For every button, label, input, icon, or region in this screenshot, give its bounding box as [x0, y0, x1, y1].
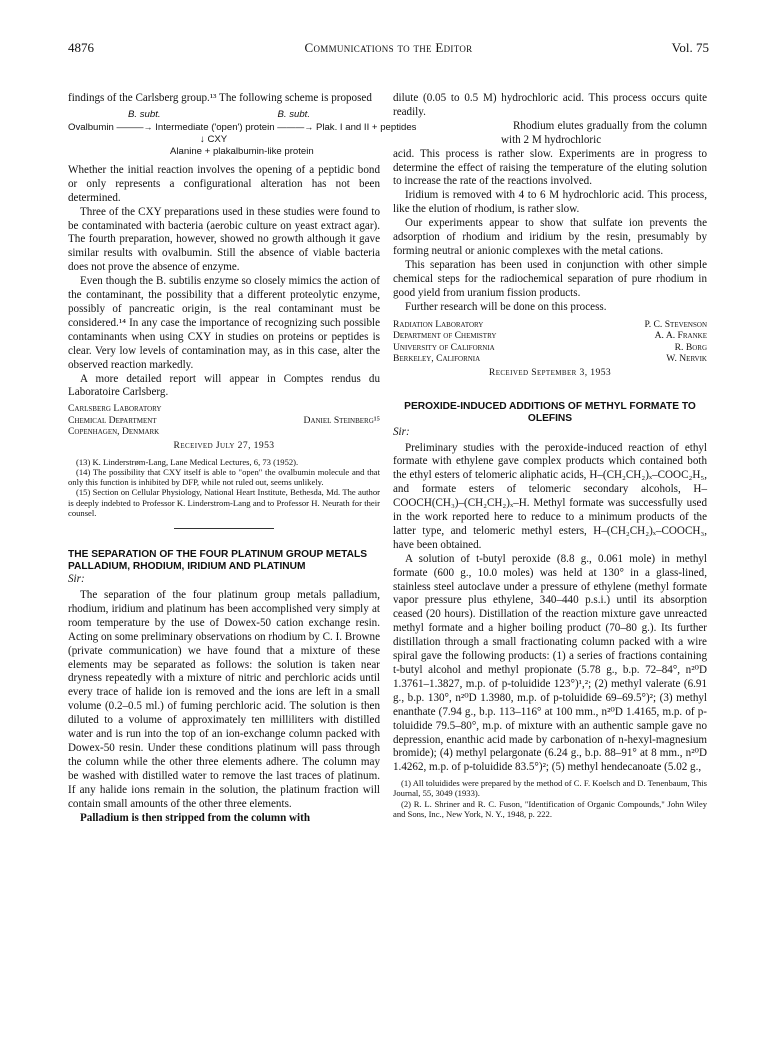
- paragraph: A more detailed report will appear in Comptes rendus du Laboratoire Carlsberg.: [68, 372, 380, 399]
- paragraph: findings of the Carlsberg group.¹³ The following scheme is proposed: [68, 92, 372, 104]
- right-column: [393, 92, 707, 819]
- affiliation-line: Department of Chemistry: [393, 330, 497, 341]
- affiliation-line: University of California: [393, 341, 495, 353]
- received-date: Received July 27, 1953: [173, 439, 275, 451]
- arrow: ———→: [116, 121, 153, 132]
- paragraph: Palladium is then stripped from the column with: [80, 811, 311, 824]
- paragraph: Preliminary studies with the peroxide-induced reaction of ethyl formate with ethylene gave complex products which contained both the ethyl esters of telomeric aliphatic acids, H–(CH₂CH₂)ₓ–COOC₂H₅, and formate esters of telomeric secondary alcohols, H–COOCH(CH₃)–(CH₂CH₂)ₓ–H. Methyl formate was successfully used in the work reported here to reduce to a minimum products of the latter type, and telomeric methyl esters, H–(CH₂CH₂)ₓ–COOCH₃, have been obtained.: [393, 441, 707, 551]
- paragraph: This separation has been used in conjunction with other simple chemical steps for the radiochemical separation of pure rhodium in good yield from uranium fission products.: [393, 258, 707, 299]
- signature-block: [68, 403, 380, 438]
- affiliation-line: Copenhagen, Denmark: [68, 426, 160, 438]
- author-name: R. Borg: [674, 341, 707, 353]
- scheme-start: Ovalbumin: [68, 121, 114, 133]
- running-header: [68, 40, 709, 60]
- author-name: P. C. Stevenson: [644, 318, 707, 330]
- paragraph: Even though the B. subtilis enzyme so closely mimics the action of the contaminant, the possibility that a different proteolytic enzyme, possibly of pancreatic origin, is the real contaminant must be considered.¹⁴ In any case the importance of recognizing such possible contaminants when using CXY in studies on proteins or peptides is clear. Very low levels of contamination may, as in this case, alter the observed reaction markedly.: [68, 275, 380, 371]
- salutation: Sir:: [68, 573, 85, 586]
- page-number: 4876: [68, 40, 94, 55]
- reaction-scheme: [68, 108, 417, 158]
- scheme-end: Plak. I and II + peptides: [315, 121, 417, 133]
- paragraph: Further research will be done on this process.: [405, 300, 607, 313]
- paragraph: dilute (0.05 to 0.5 M) hydrochloric acid. This process occurs quite readily.: [393, 92, 707, 118]
- paragraph: Our experiments appear to show that sulfate ion prevents the adsorption of rhodium and iridium by the resin, presumably by forming neutral or anionic complexes with the metal cations.: [393, 217, 707, 257]
- article-title: PEROXIDE-INDUCED ADDITIONS OF METHYL FORMATE TO OLEFINS: [404, 401, 696, 424]
- footnote: (14) The possibility that CXY itself is able to "open" the ovalbumin molecule and that only this function is inhibited by DFP, while not ruled out, seems unlikely.: [68, 466, 380, 488]
- paragraph: A solution of t-butyl peroxide (8.8 g., 0.061 mole) in methyl formate (600 g., 10.0 moles) was held at 130° in a glass-lined, stainless steel autoclave under a pressure of ethylene (methyl formate vapor pressure plus ethylene, 340–440 p.s.i.) until its absorption ceased (20 hours). Distillation of the reaction mixture gave unreacted methyl formate and a higher boiling product (70–80 g.). Its further distillation through a small fractionating column packed with a wire spiral gave the following products: (1) a series of fractions containing t-butyl alcohol and methyl propionate (5.78 g., b.p. 72–84°, n²⁰D 1.3761–1.3827, m.p. of p-toluidide 123°)¹,²; (2) methyl valerate (6.91 g., b.p. 130°, n²⁰D 1.3980, m.p. of p-toluidide 69–69.5°)²; (3) methyl enanthate (7.94 g., b.p. 113–116° at 100 mm., n²⁰D 1.4165, m.p. of p-toluidide 79.5–80°, m.p. of mixture with an authentic sample gave no depression, enanthic acid made by carbonation of n-hexyl-magnesium bromide); (4) methyl pelargonate (6.24 g., b.p. 88–91° at 8 mm., n²⁰D 1.4262, m.p. of p-toluidide 83.5°)²; (5) methyl hendecanoate (5.02 g.,: [393, 552, 707, 774]
- paragraph: Rhodium elutes gradually from the column with 2 M hydrochloric: [501, 119, 707, 146]
- enzyme-label: B. subt.: [128, 108, 161, 120]
- footnotes: [68, 457, 380, 518]
- affiliation-line: Carlsberg Laboratory: [68, 403, 162, 415]
- journal-section-title: Communications to the Editor: [304, 40, 473, 55]
- volume-number: Vol. 75: [671, 40, 709, 55]
- left-column: [68, 92, 417, 825]
- down-arrow: ↓: [200, 133, 205, 145]
- article-title: THE SEPARATION OF THE FOUR PLATINUM GROUP METALS PALLADIUM, RHODIUM, IRIDIUM AND PLATINUM: [68, 548, 368, 572]
- author-name: W. Nervik: [666, 353, 707, 364]
- affiliation-line: Radiation Laboratory: [393, 318, 484, 330]
- footnote: (2) R. L. Shriner and R. C. Fuson, "Identification of Organic Compounds," John Wiley and Sons, Inc., New York, N. Y., 1948, p. 222.: [393, 798, 707, 819]
- scheme-reagent: CXY: [207, 133, 228, 145]
- section-divider: [174, 528, 274, 529]
- arrow: ———→: [277, 121, 314, 132]
- footnote: (1) All toluidides were prepared by the method of C. F. Koelsch and D. Tenenbaum, This Journal, 55, 3049 (1933).: [393, 778, 707, 799]
- paragraph: Three of the CXY preparations used in these studies were found to be contaminated with bacteria (aerobic culture on yeast extract agar). The fourth preparation, however, showed no growth although it gave similar results with ovalbumin. Still the absence of viable bacteria does not prove the absence of enzyme.: [68, 205, 380, 274]
- paragraph: acid. This process is rather slow. Experiments are in progress to determine the effect of raising the temperature of the eluting solution to increase the rate of the reactions involved.: [393, 147, 707, 188]
- author-name: Daniel Steinberg¹⁵: [303, 414, 380, 426]
- paragraph: Whether the initial reaction involves the opening of a peptidic bond or only represents a configurational alteration has not been determined.: [68, 163, 380, 204]
- enzyme-label: B. subt.: [277, 108, 310, 120]
- footnote: (13) K. Linderstrøm-Lang, Lane Medical Lectures, 6, 73 (1952).: [76, 456, 299, 467]
- footnote: (15) Section on Cellular Physiology, National Heart Institute, Bethesda, Md. The author is deeply indebted to Professor K. Linderstrom-Lang and to Professor H. Neurath for their counsel.: [68, 487, 380, 518]
- paragraph: The separation of the four platinum group metals palladium, rhodium, iridium and platinum has been accomplished very simply at room temperature by the use of Dowex-50 cation exchange resin. Acting on some preliminary observations on rhodium by C. I. Browne (private communication) we have found that a mixture of these elements may be separated as follows: the solution is taken near dryness repeatedly with a mixture of nitric and perchloric acids until every trace of halide ion is removed and the ions are left in a small volume (0.2–0.5 ml.) of fuming perchloric acid. The solution is then diluted to a volume of approximately ten milliliters with distilled water and is run into the top of an ion-exchange column packed with Dowex-50 resin. Under these conditions platinum will pass through the column while the other three elements adhere. The column may be washed with distilled water to remove the last traces of platinum. If any halide ions remain in the solution, the platinum fraction will contain small amounts of the other three elements.: [68, 589, 380, 810]
- salutation: Sir:: [393, 425, 410, 438]
- scheme-middle: Intermediate ('open') protein: [155, 121, 275, 133]
- scheme-product: Alanine + plakalbumin-like protein: [170, 145, 314, 157]
- signature-block: [393, 319, 707, 365]
- paragraph: Iridium is removed with 4 to 6 M hydrochloric acid. This process, like the elution of rhodium, is rather slow.: [393, 189, 707, 216]
- affiliation-line: Chemical Department: [68, 414, 157, 426]
- footnotes: [393, 778, 707, 819]
- received-date: Received September 3, 1953: [488, 366, 612, 378]
- author-name: A. A. Franke: [654, 330, 707, 341]
- affiliation-line: Berkeley, California: [393, 353, 481, 364]
